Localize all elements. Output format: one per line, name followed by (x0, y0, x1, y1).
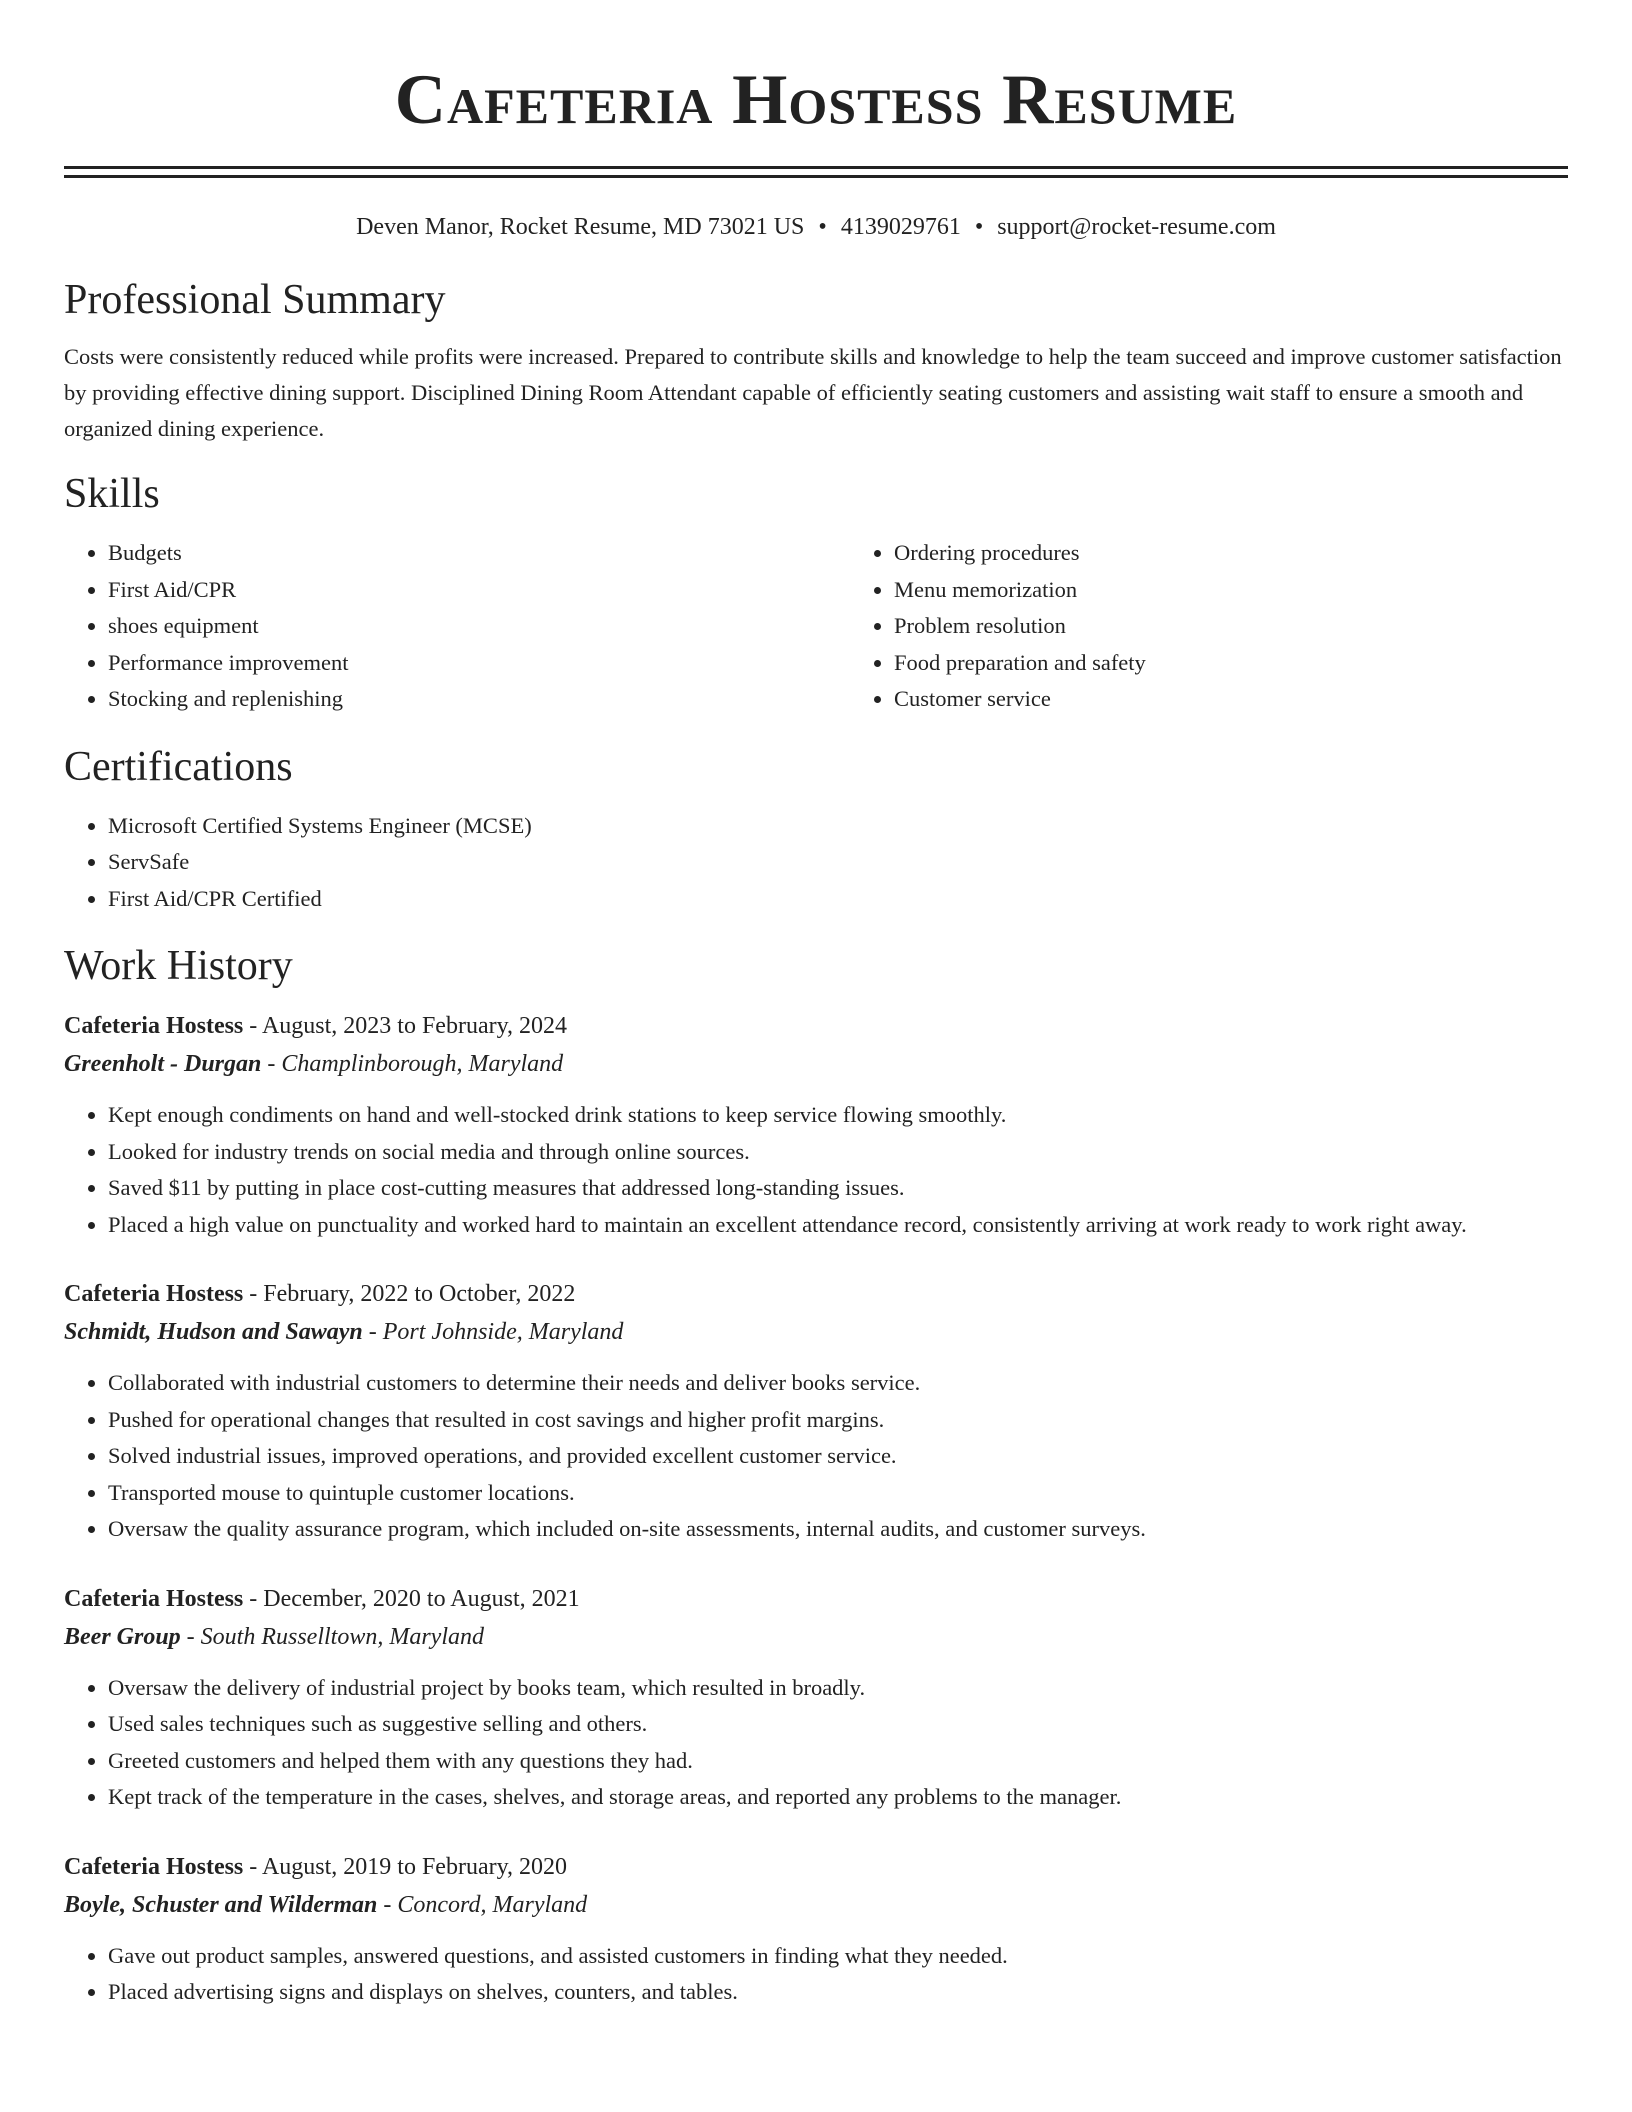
job-bullet: • Kept track of the temperature in the cases, shelves, and storage areas, and reported any problems to the manager. (108, 1779, 1568, 1816)
job-bullet: • Looked for industry trends on social media and through online sources. (108, 1134, 1568, 1171)
job-bullets (64, 1365, 1568, 1548)
job-entry (64, 1848, 1568, 2011)
skill-item: • Budgets (108, 535, 850, 572)
skill-item: • Stocking and replenishing (108, 681, 850, 718)
job-dates: December, 2020 to August, 2021 (263, 1585, 580, 1612)
job-role: Cafeteria Hostess (64, 1013, 244, 1039)
skill-item: • shoes equipment (108, 608, 850, 645)
skills-section (64, 469, 1568, 718)
job-role: Cafeteria Hostess (64, 1585, 244, 1612)
job-dash: - (243, 1281, 264, 1307)
job-company-line (64, 1313, 1568, 1351)
job-bullets (64, 1670, 1568, 1816)
job-dates: February, 2022 to October, 2022 (263, 1281, 576, 1307)
job-company: Schmidt, Hudson and Sawayn (64, 1319, 363, 1345)
certification-item: • First Aid/CPR Certified (108, 881, 1568, 918)
job-company: Beer Group (64, 1623, 181, 1650)
job-bullet: • Kept enough condiments on hand and well-stocked drink stations to keep service flowing smoothly. (108, 1097, 1568, 1134)
certifications-heading: Certifications (64, 743, 293, 790)
job-bullets (64, 1938, 1568, 2011)
job-bullet: • Placed advertising signs and displays on shelves, counters, and tables. (108, 1974, 1568, 2011)
skills-list-left (64, 535, 850, 718)
contact-phone: 4139029761 (840, 214, 961, 240)
job-dash: - (261, 1051, 282, 1077)
job-dates: August, 2023 to February, 2024 (261, 1013, 568, 1039)
job-bullet: • Gave out product samples, answered questions, and assisted customers in finding what they needed. (108, 1938, 1568, 1975)
job-dash: - (180, 1623, 201, 1650)
job-title-line (64, 1848, 1568, 1886)
contact-separator: • (974, 214, 984, 240)
job-role: Cafeteria Hostess (64, 1853, 244, 1880)
job-dash: - (243, 1585, 264, 1612)
skill-item: • Food preparation and safety (894, 645, 1632, 682)
contact-line (64, 212, 1568, 242)
skill-item: • Menu memorization (894, 572, 1632, 609)
skill-item: • Ordering procedures (894, 535, 1632, 572)
certifications-list (64, 808, 1568, 918)
job-bullet: • Transported mouse to quintuple customer locations. (108, 1475, 1568, 1512)
job-dash: - (377, 1891, 398, 1918)
job-bullet: • Oversaw the quality assurance program, which included on-site assessments, internal audits, and customer surveys. (108, 1511, 1568, 1548)
certifications-section (64, 742, 1568, 918)
job-bullet: • Solved industrial issues, improved operations, and provided excellent customer service. (108, 1438, 1568, 1475)
summary-text: Costs were consistently reduced while profits were increased. Prepared to contribute skills and knowledge to help the team succeed and improve customer satisfaction by providing effective dining support. Disciplined Dining Room Attendant capable of efficiently seating customers and assisting wait staff to ensure a smooth and organized dining experience. (64, 344, 1562, 441)
job-company: Boyle, Schuster and Wilderman (64, 1891, 378, 1918)
job-entry (64, 1580, 1568, 1816)
title-rule-bottom (64, 175, 1568, 178)
skill-item: • First Aid/CPR (108, 572, 850, 609)
job-location: Concord, Maryland (397, 1891, 588, 1918)
job-company-line (64, 1045, 1568, 1083)
job-company-line (64, 1618, 1568, 1656)
skill-item: • Performance improvement (108, 645, 850, 682)
job-dates: August, 2019 to February, 2020 (261, 1853, 568, 1880)
work-history-section (64, 941, 1568, 2011)
summary-section (64, 275, 1568, 447)
job-dash: - (243, 1013, 262, 1039)
title-rule-top (64, 166, 1568, 169)
summary-heading: Professional Summary (64, 277, 446, 323)
skill-item: • Problem resolution (894, 608, 1632, 645)
skills-heading: Skills (64, 471, 160, 517)
job-bullets (64, 1097, 1568, 1243)
job-title-line (64, 1275, 1568, 1313)
job-entry (64, 1007, 1568, 1243)
job-title-line (64, 1007, 1568, 1045)
certification-item: • ServSafe (108, 844, 1568, 881)
job-bullet: • Placed a high value on punctuality and worked hard to maintain an excellent attendance record, consistently arriving at work ready to work right away. (108, 1207, 1568, 1244)
job-bullet: • Collaborated with industrial customers to determine their needs and deliver books service. (108, 1365, 1568, 1402)
contact-address: Deven Manor, Rocket Resume, MD 73021 US (356, 214, 805, 240)
job-company: Greenholt - Durgan (64, 1051, 262, 1077)
job-role: Cafeteria Hostess (64, 1281, 244, 1307)
job-bullet: • Greeted customers and helped them with any questions they had. (108, 1743, 1568, 1780)
contact-separator: • (818, 214, 827, 240)
job-entry (64, 1275, 1568, 1548)
skills-list-right (850, 535, 1632, 718)
certification-item: • Microsoft Certified Systems Engineer (MCSE) (108, 808, 1568, 845)
job-bullet: • Saved $11 by putting in place cost-cutting measures that addressed long-standing issues. (108, 1170, 1568, 1207)
job-location: Port Johnside, Maryland (382, 1319, 624, 1345)
job-dash: - (243, 1853, 262, 1880)
job-bullet: • Pushed for operational changes that resulted in cost savings and higher profit margins. (108, 1402, 1568, 1439)
job-location: Champlinborough, Maryland (281, 1051, 564, 1077)
job-title-line (64, 1580, 1568, 1618)
skill-item: • Customer service (894, 681, 1632, 718)
job-dash: - (362, 1319, 383, 1345)
job-bullet: • Used sales techniques such as suggestive selling and others. (108, 1706, 1568, 1743)
contact-email: support@rocket-resume.com (997, 214, 1276, 240)
skills-grid (64, 535, 1568, 718)
job-location: South Russelltown, Maryland (200, 1623, 484, 1650)
work-history-heading: Work History (64, 943, 293, 989)
job-bullet: • Oversaw the delivery of industrial project by books team, which resulted in broadly. (108, 1670, 1568, 1707)
job-company-line (64, 1886, 1568, 1924)
resume-title: Cafeteria Hostess Resume (394, 61, 1238, 139)
